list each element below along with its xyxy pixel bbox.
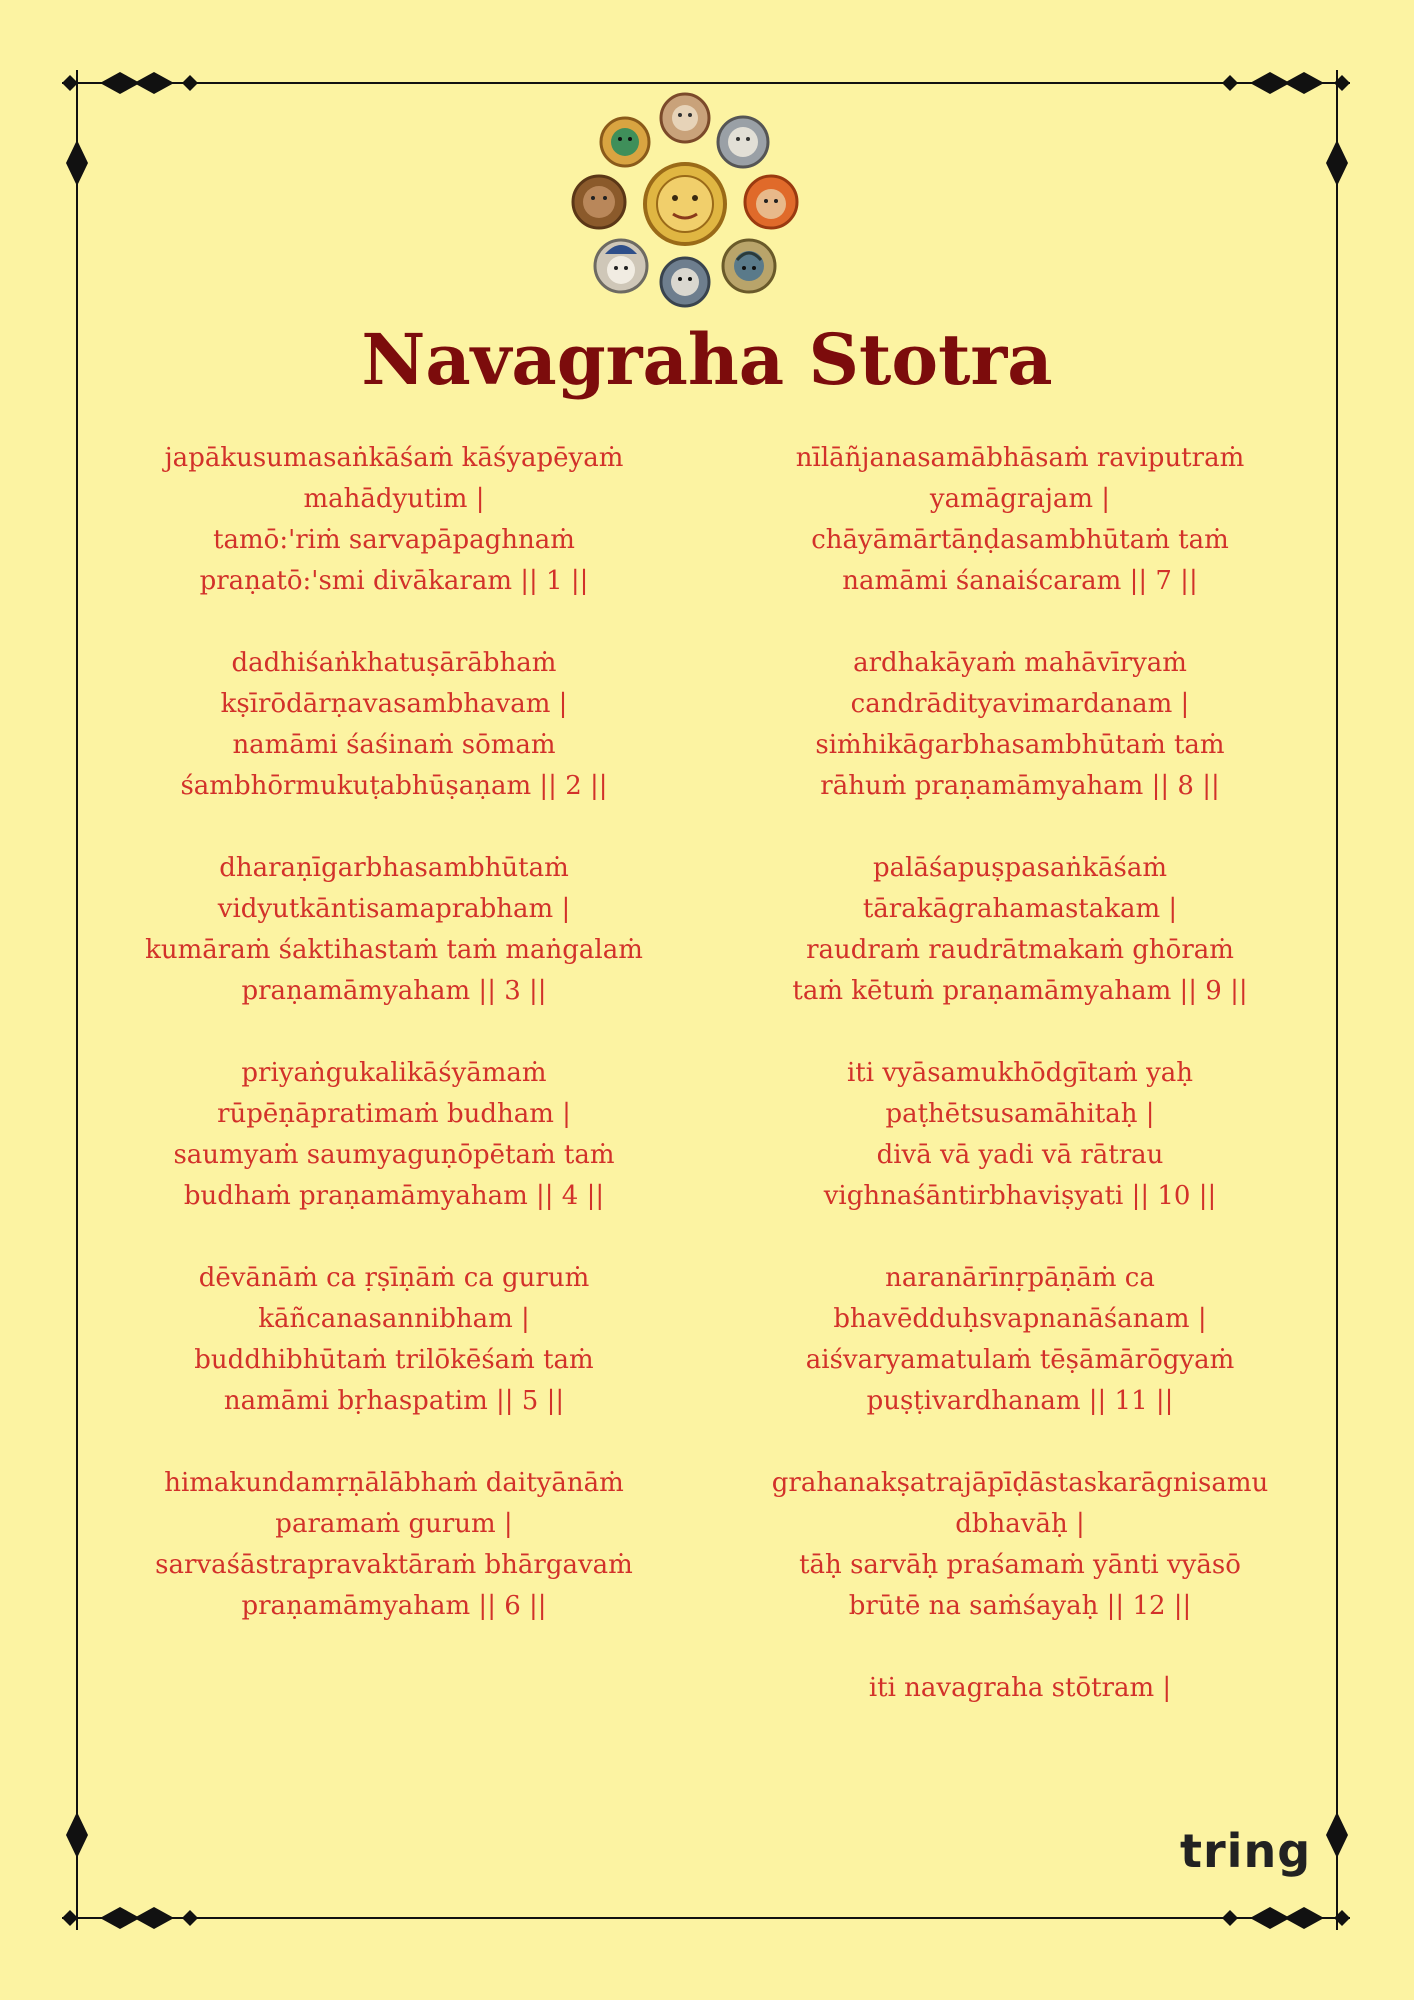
- planet-face-icon: [573, 176, 625, 228]
- page-title: Navagraha Stotra: [361, 318, 1053, 401]
- verse-line: priyaṅgukalikāśyāmaṁ: [241, 1058, 547, 1088]
- verse-line: ardhakāyaṁ mahāvīryaṁ: [853, 648, 1187, 678]
- verse-block: [720, 848, 1320, 1053]
- verse-block: [94, 438, 694, 643]
- verse-line: brūtē na saṁśayaḥ || 12 ||: [848, 1591, 1192, 1621]
- verse-line: naranārīnṛpāṇāṁ ca: [885, 1263, 1155, 1293]
- verse-line: siṁhikāgarbhasambhūtaṁ taṁ: [815, 730, 1225, 760]
- verse-line: praṇamāmyaham || 6 ||: [241, 1591, 547, 1621]
- brand-logo: tring: [1180, 1824, 1312, 1878]
- verse-line: paṭhētsusamāhitaḥ |: [885, 1099, 1155, 1129]
- verse-line: saumyaṁ saumyaguṇōpētaṁ taṁ: [173, 1140, 615, 1170]
- verse-block: [94, 1258, 694, 1463]
- verse-block: [720, 1258, 1320, 1463]
- verse-block: [720, 1463, 1320, 1668]
- verse-line: nīlāñjanasamābhāsaṁ raviputraṁ: [795, 443, 1245, 473]
- verse-block: [720, 1053, 1320, 1258]
- verse-line: praṇatō:'smi divākaram || 1 ||: [199, 566, 589, 596]
- verses-left-column: [94, 438, 694, 1668]
- border-diamond-ornament: [66, 140, 88, 186]
- verse-line: dharaṇīgarbhasambhūtaṁ: [219, 853, 569, 883]
- planet-face-icon: [723, 240, 775, 292]
- border-diamond-ornament: [134, 1907, 174, 1929]
- verse-line: buddhibhūtaṁ trilōkēśaṁ taṁ: [194, 1345, 594, 1375]
- verse-line: divā vā yadi vā rātrau: [876, 1140, 1164, 1170]
- verse-line: candrādityavimardanam |: [850, 689, 1190, 719]
- verse-line: aiśvaryamatulaṁ tēṣāmārōgyaṁ: [805, 1345, 1235, 1375]
- planet-face-icon: [595, 240, 647, 292]
- navagraha-faces-emblem-icon: [565, 90, 805, 310]
- verse-line: grahanakṣatrajāpīḍāstaskarāgnisamu: [771, 1468, 1269, 1498]
- verse-line: rūpēṇāpratimaṁ budham |: [217, 1099, 571, 1129]
- planet-face-icon: [745, 176, 797, 228]
- planet-face-icon: [661, 258, 709, 306]
- verse-line: raudraṁ raudrātmakaṁ ghōraṁ: [806, 935, 1234, 965]
- verse-line: vighnaśāntirbhaviṣyati || 10 ||: [823, 1181, 1217, 1211]
- verse-line: budhaṁ praṇamāmyaham || 4 ||: [183, 1181, 605, 1211]
- verse-line: yamāgrajam |: [929, 484, 1111, 514]
- planet-face-icon: [718, 117, 768, 167]
- border-diamond-ornament: [66, 1812, 88, 1858]
- border-diamond-ornament: [182, 1910, 198, 1926]
- verse-line: vidyutkāntisamaprabham |: [217, 894, 571, 924]
- verses-right-column: [720, 438, 1320, 1709]
- verse-line: dēvānāṁ ca ṛṣīṇāṁ ca guruṁ: [198, 1263, 590, 1293]
- verse-line: japākusumasaṅkāśaṁ kāśyapēyaṁ: [164, 443, 624, 473]
- verse-line: puṣṭivardhanam || 11 ||: [866, 1386, 1174, 1416]
- border-diamond-ornament: [1284, 72, 1324, 94]
- verse-line: chāyāmārtāṇḍasambhūtaṁ taṁ: [811, 525, 1229, 555]
- verse-line: praṇamāmyaham || 3 ||: [241, 976, 547, 1006]
- verse-block: [94, 643, 694, 848]
- verse-line: taṁ kētuṁ praṇamāmyaham || 9 ||: [792, 976, 1248, 1006]
- border-diamond-ornament: [134, 72, 174, 94]
- verse-line: rāhuṁ praṇamāmyaham || 8 ||: [820, 771, 1220, 801]
- verse-line: tārakāgrahamastakam |: [862, 894, 1178, 924]
- verse-block: [94, 1053, 694, 1258]
- sun-face-icon: [645, 164, 725, 244]
- border-diamond-ornament: [1222, 1910, 1238, 1926]
- verse-line: kumāraṁ śaktihastaṁ taṁ maṅgalaṁ: [145, 935, 643, 965]
- verse-line: bhavēdduḥsvapnanāśanam |: [833, 1304, 1207, 1334]
- border-diamond-ornament: [1222, 75, 1238, 91]
- verse-line: kāñcanasannibham |: [258, 1304, 530, 1334]
- verse-line: namāmi śanaiścaram || 7 ||: [842, 566, 1198, 596]
- planet-face-icon: [661, 94, 709, 142]
- verse-line: dbhavāḥ |: [955, 1509, 1085, 1539]
- verse-block: [94, 848, 694, 1053]
- border-diamond-ornament: [182, 75, 198, 91]
- verse-line: kṣīrōdārṇavasambhavam |: [220, 689, 568, 719]
- verse-block: [720, 438, 1320, 643]
- verse-line: palāśapuṣpasaṅkāśaṁ: [872, 853, 1168, 883]
- verse-line: sarvaśāstrapravaktāraṁ bhārgavaṁ: [155, 1550, 633, 1580]
- border-bottom-line: [62, 1917, 1350, 1919]
- verse-line: iti vyāsamukhōdgītaṁ yaḥ: [846, 1058, 1194, 1088]
- closing-verse: [720, 1668, 1320, 1709]
- border-diamond-ornament: [1284, 1907, 1324, 1929]
- verse-line: himakundamṛṇālābhaṁ daityānāṁ: [164, 1468, 624, 1498]
- planet-face-icon: [601, 118, 649, 166]
- verse-line: śambhōrmukuṭabhūṣaṇam || 2 ||: [180, 771, 608, 801]
- border-diamond-ornament: [1326, 1812, 1348, 1858]
- closing-line: iti navagraha stōtram |: [868, 1673, 1172, 1703]
- verse-line: namāmi śaśinaṁ sōmaṁ: [232, 730, 556, 760]
- verse-block: [720, 643, 1320, 848]
- verse-block: [94, 1463, 694, 1668]
- border-top-line: [62, 82, 1350, 84]
- verse-line: dadhiśaṅkhatuṣārābhaṁ: [231, 648, 557, 678]
- verse-line: mahādyutim |: [303, 484, 485, 514]
- verse-line: namāmi bṛhaspatim || 5 ||: [223, 1386, 565, 1416]
- verse-line: tamō:'riṁ sarvapāpaghnaṁ: [213, 525, 575, 555]
- verse-line: tāḥ sarvāḥ praśamaṁ yānti vyāsō: [799, 1550, 1241, 1580]
- border-diamond-ornament: [1326, 140, 1348, 186]
- verse-line: paramaṁ gurum |: [275, 1509, 513, 1539]
